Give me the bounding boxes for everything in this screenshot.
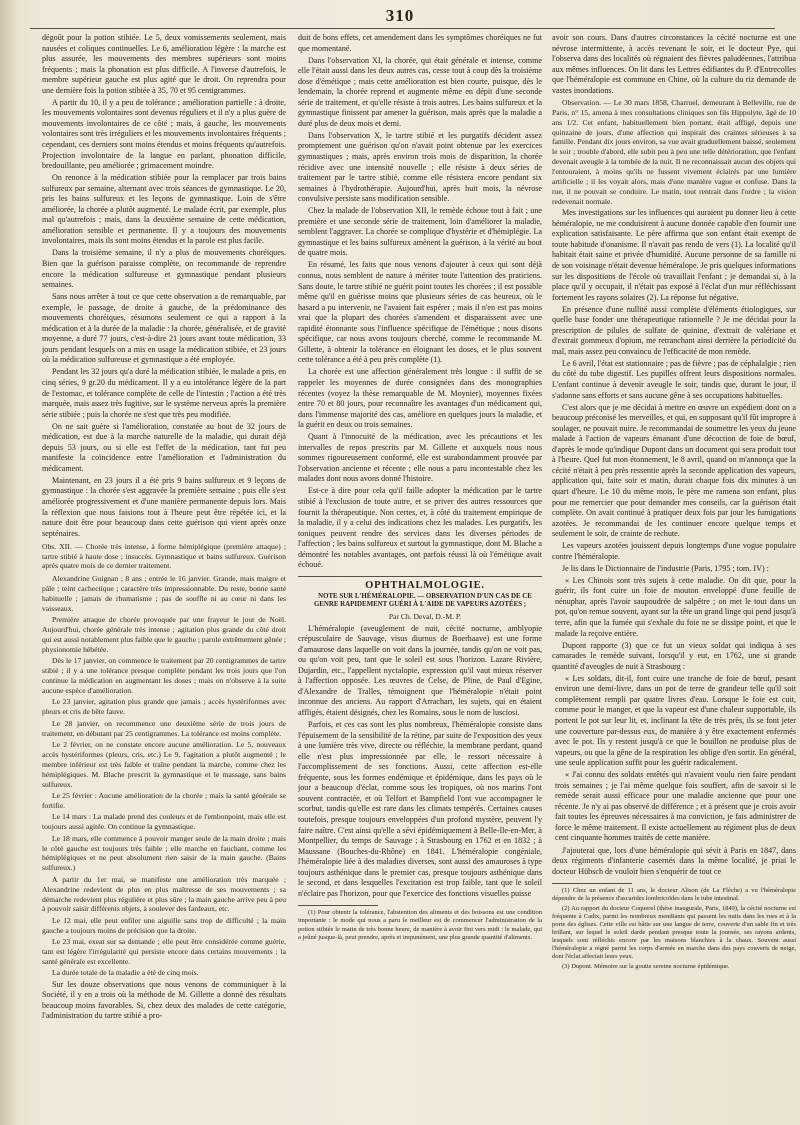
footnote-rule: [298, 905, 378, 906]
paragraph: J'ajouterai que, lors d'une héméralopie qui sévit à Paris en 1847, dans deux régiments d'infanterie casernés dans la même localité, je priai le docteur Hübsch de vouloir bien s'enquérir de tout ce: [552, 845, 796, 876]
byline: Par Ch. Deval, D.-M. P.: [388, 611, 462, 621]
paragraph: Le 12 mai, elle peut enfiler une aiguille sans trop de difficulté ; la main gauche a toujours moins de précision que la droite.: [42, 915, 286, 935]
paragraph: Est-ce à dire pour cela qu'il faille adopter la médication par le tartre stibié à l'exclusion de toute autre, et se priver des autres ressources que fournit la thérapeutique. Non certes, et, à côté du traitement empirique de la maladie, il y a celui des indications chez les malades. Les purgatifs, les toniques peuvent rendre des services dans les diverses périodes de l'affection ; les bains sulfureux et surtout la gymnastique, dont M. Blache a démontré les notables avantages, ont parfois réussi là où l'émétique avait échoué.: [298, 486, 542, 570]
paragraph: L'héméralopie (aveuglement de nuit, cécité nocturne, amblyopie crépusculaire de Sauvage, visus diurnus de Boerhaave) est une forme d'amaurose dans laquelle on voit dans la journée, tandis qu'on ne voit pas, ou qu'on voit peu, tant que le soleil est sous l'horizon. Lazare Rivière, Dujardin, etc., l'appellent nyctalopie, expression qu'il vaut mieux réserver à l'affection opposée. Les œuvres de Celse, de Pline, de Paul d'Egine, d'Alexandre de Tralles, témoignent que l'héméralopie n'était point inconnue des anciens. Au rapport d'Arrachart, les sujets, qui en étaient affligés, étaient désignés, chez les Romains, sous le nom de lusciosi.: [298, 623, 542, 717]
column-1: [42, 33, 286, 1123]
paragraph: La chorée est une affection généralement très longue : il suffit de se rappeler les moyennes de durée consignées dans des monographies récentes (voyez la thèse remarquable de M. Moynier), moyennes fixées entre 70 et 80 jours, pour reconnaître les avantages d'un médicament qui, dans l'immense majorité des cas, améliore en quelques jours la maladie, et la guérit en deux ou trois semaines.: [298, 367, 542, 430]
article-title: NOTE SUR L'HÉMÉRALOPIE. — OBSERVATION D'UN CAS DE CE GENRE RAPIDEMENT GUÉRI À L'AIDE DE VAPEURS AZOTÉES ;: [313, 592, 532, 609]
binding-shadow: [0, 0, 18, 1125]
paragraph: En présence d'une nullité aussi complète d'éléments étiologiques, sur quelle base fonder une thérapeutique rationnelle ? Je me décidai pour la prescription de pilules de sulfate de quinine, d'extrait de valériane et d'extrait gommeux d'opium, me retranchant ainsi derrière la périodicité du mal, mais assez peu convaincu de l'efficacité de mon remède.: [552, 304, 796, 356]
section-title: OPHTHALMOLOGIE.: [365, 579, 485, 591]
paragraph: Dans l'observation XI, la chorée, qui était générale et intense, comme elle l'était aussi dans les deux autres cas, cesse tout à coup dès la troisième dose d'émétique ; mais cette amélioration est bien courte, puisque, dès le lendemain, la chorée reprend et augmente même en dépit d'une seconde série de traitement, et qu'elle résiste à trois autres. Les bains sulfureux et la gymnastique finissent par amener la guérison, mais après que la maladie a duré plus de deux mois et demi.: [298, 55, 542, 128]
paragraph: La durée totale de la maladie a été de cinq mois.: [52, 968, 199, 978]
column-3: [552, 33, 796, 1123]
paragraph: C'est alors que je me décidai à mettre en œuvre un expédient dont on a beaucoup préconisé les merveilles, et qui, en supposant qu'il fût impropre à soulager, ne pouvait nuire. Je recommandai de soumettre les yeux du jeune malade à l'action de vapeurs émanant d'une décoction de foie de bœuf, d'après le mode qu'indique Dupont dans un document qui sera produit tout à l'heure. Quel fut mon étonnement, le 8 avril, quand on m'annonça que la cécité n'était à peu près ressentie après la seconde application des vapeurs, application qui, faite soir et matin, durait chaque fois dix minutes à un quart d'heure. Le 10 du même mois, le père me ramena son enfant, plus pour me remercier que pour demander mes conseils, car la guérison était complète. On avait continué à pratiquer deux fois par jour les fumigations azotées. Je recommandai de les continuer encore quelque temps et seulement le soir, de crainte de rechute.: [552, 402, 796, 539]
paragraph: Dès le 17 janvier, on commence le traitement par 20 centigrammes de tartre stibié ; il y a une tolérance presque complète pendant les trois jours que l'on continue la médication en augmentant les doses ; mais on n'observe à la suite aucune espèce d'amélioration.: [42, 656, 286, 695]
paragraph: Alexandrine Guignan ; 8 ans ; entrée le 16 janvier. Grande, mais maigre et pâle ; teint cachectique ; caractère très impressionnable. Du reste, bonne santé habituelle ; jamais de rhumatisme ; pas de souffle ni au cœur ni dans les vaisseaux.: [42, 573, 286, 613]
paragraph: Le 23 mai, exeat sur sa demande ; elle peut être considérée comme guérie, tant est légère l'irrégularité qui persiste encore dans certains mouvements ; la santé générale est excellente.: [42, 937, 286, 967]
paragraph: A partir du 1er mai, se manifeste une amélioration très marquée ; Alexandrine redevient de plus en plus maîtresse de ses mouvements ; sa démarche redevient plus régulière et plus sûre ; la main gauche arrive peu à peu à pouvoir saisir différents objets, à soulever des fardeaux, etc.: [42, 874, 286, 914]
paragraph: Sur les douze observations que nous venons de communiquer à la Société, il y en a trois où la méthode de M. Gillette a donné des résultats beaucoup moins favorables. Si, chez deux des malades de cette catégorie, l'administration du tartre stibié a pro-: [42, 979, 286, 1021]
column-2: [298, 33, 542, 1123]
paragraph: Le 6 avril, l'état est stationnaire ; pas de fièvre ; pas de céphalalgie ; rien du côté du tube digestif. Les pupilles offrent leurs dispositions normales. L'enfant continue à devenir aveugle le soir, tandis que, durant le jour, il s'adonne sans efforts et sans aucune gêne à ses occupations habituelles.: [552, 358, 796, 400]
paragraph: A partir du 10, il y a peu de tolérance ; amélioration partielle : à droite, les mouvements volontaires sont devenus réguliers et il n'y a plus guère de mouvements involontaires de ce côté ; mais, à gauche, les mouvements volontaires sont très irréguliers et les mouvements involontaires fréquents ; cependant, ces derniers sont moins étendus et moins fréquents qu'autrefois. Projection involontaire de la langue en parlant, phonation difficile, bredouillante, peu améliorée ; grimacement moindre.: [42, 97, 286, 171]
quotation: « Les soldats, dit-il, font cuire une tranche de foie de bœuf, pesant environ une demi-livre, dans un pot de terre de grandeur telle qu'il soit complètement rempli par quatre livres d'eau. Lorsque le foie est cuit, comme pour le manger, et que la vapeur est d'une chaleur supportable, ils portent le pot sur leur lit, et, inclinant la tête de très près, ils se font jeter une couverture par-dessus eux, de manière à y être exactement enfermés avec le pot. Ils y restent jusqu'à ce que le bouillon ne produise plus de vapeurs, ou que la gêne de la respiration les oblige d'en sortir. En général, une seule application suffit pour les guérir radicalement.: [552, 674, 796, 769]
paragraph: Le 28 janvier, on recommence une deuxième série de trois jours de traitement, en débutant par 25 centigrammes. La tolérance est moins complète.: [42, 718, 286, 738]
quotation: « J'ai connu des soldats entêtés qui n'avaient voulu rien faire pendant trois semaines ; je l'ai même quelque fois souffert, afin de savoir si le remède serait aussi efficace pour une maladie ancienne que pour une récente. Je n'y ai pas observé de différence ; et à présent que je crois avoir fait toutes les épreuves nécessaires à ma conviction, je fais administrer de force le même traitement. Il existe actuellement au régiment plus de deux cent cinquante hommes traités de cette manière.: [552, 770, 796, 844]
paragraph: Parfois, et ces cas sont les plus nombreux, l'héméralopie consiste dans l'épuisement de la sensibilité de la rétine, par suite de l'exposition des yeux à une lumière très vive, directe ou réfléchie, la membrane perdant, quand elle n'est plus impressionnée par elle, le ressort nécessaire à l'accomplissement de ses fonctions. Aussi, cette affection est-elle fréquente, sous les formes endémique et épidémique, dans les pays où le jour a beaucoup d'éclat, comme sous les tropiques, où nos marins l'ont souvent contractée, et où Telfort et Bampfield l'ont vue accompagner le scorbut, tandis qu'elle est rare dans les climats tempérés. Certaines causes toutefois, presque toujours enveloppées d'un profond mystère, peuvent l'y faire naître. C'est ainsi qu'elle a sévi épidémiquement à Belle-Ile-en-Mer, à Montpellier, du temps de Sauvage ; à Strasbourg en 1762 et en 1832 ; à Maussane (Bouches-du-Rhône) en 1841. L'héméralopie congéniale, l'héméralopie liée à des maladies diverses, sont aussi des amauroses à type toujours asthénique dans le premier cas, presque toujours asthénique dans le second, et dans lesquelles l'excitation est trop faible, tant que le soleil n'éclaire pas l'horizon, pour que l'exercice des fonctions visuelles puisse: [298, 720, 542, 898]
paragraph: Maintenant, en 23 jours il a été pris 9 bains sulfureux et 9 leçons de gymnastique : la chorée s'est aggravée la première semaine ; puis elle s'est améliorée progressivement et d'une manière permanente depuis lors. Mais la réflexion que nous faisions tout à l'heure peut être répétée ici, et la nature doit être pour beaucoup dans cette guérison qui vient après onze septénaires.: [42, 475, 286, 538]
paragraph: avoir son cours. Dans d'autres circonstances la cécité nocturne est une névrose intermittente, à accès revenant le soir, et le docteur Pye, qui l'observa dans des localités où régnaient des fièvres paludéennes, l'attribua aux mêmes influences. On lit dans les Lettres édifiantes du P. d'Entrecolles que l'héméralopie est commune en Chine, où la culture du riz demande de vastes inondations.: [552, 33, 796, 95]
paragraph: Dans l'observation X, le tartre stibié et les purgatifs décident assez promptement une guérison qu'on n'avait point obtenue par les exercices gymnastiques ; mais, après environ trois mois de disparition, la chorée récidive avec une intensité nouvelle ; elle résiste à deux séries de traitement par le tartre stibié, comme elle résistera encore pendant six semaines à l'hydrothérapie. Aujourd'hui, après huit mois, la névrose convulsive persiste sans modification sensible.: [298, 130, 542, 204]
observation-heading: Obs. XII. — Chorée très intense, à forme hémiplégique (première attaque) ; tartre stibié à haute dose ; insuccès. Gymnastique et bains sulfureux. Guérison après quatre mois de ce dernier traitement.: [42, 542, 286, 571]
paragraph: Dans la troisième semaine, il n'y a plus de mouvements choréiques. Bien que la guérison paraisse complète, on recommande de reprendre encore la médication sulfureuse et gymnastique pendant plusieurs semaines.: [42, 248, 286, 290]
paragraph: Les vapeurs azotées jouissent depuis longtemps d'une vogue populaire contre l'héméralopie.: [552, 541, 796, 561]
footnote: (1) Chez un enfant de 11 ans, le docteur Alison (de La Flèche) a vu l'héméralopie dépendre de la présence d'ascarides lombricoïdes dans le tube intestinal.: [552, 887, 796, 903]
paragraph: On ne sait guère si l'amélioration, constatée au bout de 32 jours de médication, est due à la marche naturelle de la maladie, qui durait déjà depuis 53 jours, ou si elle est l'effet de la médication, tant fut peu manifeste la coïncidence entre l'amélioration et l'administration du médicament.: [42, 421, 286, 473]
paragraph: duit de bons effets, cet amendement dans les symptômes choréiques ne fut que momentané.: [298, 33, 542, 53]
footnote: (3) Dupont. Mémoire sur la goutte sereine nocturne épidémique.: [562, 963, 730, 970]
paragraph: Le 23 janvier, agitation plus grande que jamais ; accès hystériformes avec pleurs et cris de bête fauve.: [42, 697, 286, 717]
paragraph: On renonce à la médication stibiée pour la remplacer par trois bains sulfureux par semaine, alternant avec trois séances de gymnastique. Le 20, pris les bains sulfureux et les leçons de gymnastique. Loin de s'être améliorée, la chorée a plutôt augmenté. Le malade écrit, par exemple, plus mal qu'autrefois ; mais, dans la deuxième semaine de cette médication, amélioration sensible et permanente. Il y a toujours des mouvements involontaires, mais ils sont moins étendus et la parole est plus facile.: [42, 173, 286, 246]
header-rule: [30, 28, 775, 29]
footnote: (2) Au rapport du docteur Coquerel (thèse inaugurale, Paris, 1849), la cécité nocturne est fréquente à Cadix, parmi les nombreux mendiants qui passent les nuits dans les rues et à la porte des églises. Cette ville est bâtie sur une langue de terre, couverte d'un sable fin et très brillant, sur lequel le soleil darde pendant presque toute la journée, ses rayons ardents, lesquels sont réfléchis encore par les maisons blanchies à la chaux. Souvent aussi l'héméralopie a régné parmi les corps d'armée en marche dans des pays couverts de neige, dont l'éclat affectait leurs yeux.: [552, 904, 796, 961]
section-rule: [298, 576, 542, 577]
paragraph: Je lis dans le Dictionnaire de l'industrie (Paris, 1795 ; tom. IV) :: [562, 563, 769, 573]
paragraph: Pendant les 32 jours qu'a duré la médication stibiée, le malade a pris, en cinq séries, 9 gr.20 du médicament. Il y a eu intolérance légère de la part de l'estomac, et tolérance complète de celle de l'intestin ; l'action a été très marquée, mais assez très fugitive, sur le système nerveux après la première série stibiée ; puis la chorée ne s'est que très peu modifiée.: [42, 367, 286, 419]
page-number: 310: [385, 6, 415, 25]
paragraph: Le 14 mars : La malade prend des couleurs et de l'embonpoint, mais elle est toujours aussi agitée. On continue la gymnastique.: [42, 812, 286, 832]
observation-paragraph: Observation. — Le 30 mars 1858, Charruel, demeurant à Belleville, rue de Paris, n° 15, amena à mes consultations cliniques son fils Hippolyte, âgé de 10 ans 1/2. Cet enfant, habituellement bien portant, était affligé, depuis une quinzaine de jours, d'une affection qui inspirait des craintes sérieuses à sa famille. Pendant dix jours environ, sa vue avait graduellement baissé, seulement le soir ; trouble d'abord, elle subit peu à peu une telle détérioration, que l'enfant devenait aveugle à la tombée de la nuit. Il ne reconnaissait aucun des objets qui l'entouraient, à moins qu'ils ne fussent vivement éclairés par une lumière artificielle ; il les voyait alors, mais d'une manière vague et confuse. Dans la rue, il ne pouvait se conduire. Le matin, tout rentrait dans l'ordre ; la vision redevenait normale.: [552, 97, 796, 206]
paragraph: Mes investigations sur les influences qui auraient pu donner lieu à cette héméralopie, ne me conduisirent à aucune donnée capable d'en fournir une explication satisfaisante. Le père affirma que son enfant était exempt de toute habitude d'onanisme. Il n'avait pas rendu de vers (1). La localité qu'il habitait était saine et privée d'humidité. Aucune personne de sa famille ni de son voisinage n'était devenue héméralope. Je pris quelques informations sur les dispositions de l'école où travaillait l'enfant ; je demandai si, à la place qu'il y occupait, il n'était pas exposé à l'éclat d'un mur réfléchissant fortement les rayons solaires (2). La réponse fut négative.: [552, 208, 796, 302]
paragraph: Chez la malade de l'observation XII, le remède échoue tout à fait ; une première et une seconde série de traitement, loin d'améliorer la maladie, semblent l'aggraver. La chorée se complique d'hystérie et d'hémiplégie. La gymnastique et les bains sulfureux amènent la guérison, à la vérité au bout de quatre mois.: [298, 206, 542, 258]
footnote: (1) Pour obtenir la tolérance, l'abstention des aliments et des boissons est une condition importante : le mode qui nous a paru le meilleur est de commencer l'administration de la potion stibiée le matin de très bonne heure, de manière à avoir fini vers midi : le malade, qui a jeûné jusque-là, peut prendre, après et impunément, une plus grande quantité d'aliments.: [298, 909, 542, 941]
paragraph: Le 25 février : Aucune amélioration de la chorée ; mais la santé générale se fortifie.: [42, 791, 286, 810]
paragraph: Sans nous arrêter à tout ce que cette observation a de remarquable, par exemple, le passage, de droite à gauche, de la prédominance des mouvements choréiques, résumons seulement ce qui a rapport à la médication et à la durée de la maladie : la chorée, généralisée, et de gravité moyenne, a duré 77 jours, c'est-à-dire 21 jours avant toute médication, 33 jours pendant lesquels on a mis en usage la médication stibiée, et 23 jours où la médication sulfureuse et gymnastique a été employée.: [42, 292, 286, 365]
paragraph: Dupont rapporte (3) que ce fut un vieux soldat qui indiqua à ses camarades le remède suivant, lorsqu'il y eut, en 1762, une si grande quantité d'aveugles de nuit à Strasbourg :: [552, 640, 796, 671]
footnote-rule: [552, 883, 632, 884]
paragraph: Quant à l'innocuité de la médication, avec les précautions et les intervalles de repos prescrits par M. Gillette et auxquels nous nous sommes rigoureusement conformé, elle est surabondamment prouvée par l'observation ancienne et récente ; elle nous a paru incontestable chez les malades dont nous avons donné l'histoire.: [298, 432, 542, 484]
paragraph: Le 2 février, on ne constate encore aucune amélioration. Le 5, nouveaux accès hystériformes (pleurs, cris, etc.) Le 9, l'agitation a plutôt augmenté ; le membre inférieur est très faible et traîne pendant la marche, comme chez les hémiplégiques. M. Blache prescrit la gymnastique et le massage, sans bains sulfureux.: [42, 739, 286, 789]
paragraph: En résumé, les faits que nous venons d'ajouter à ceux qui sont déjà connus, nous semblent de nature à mériter toute l'attention des praticiens. Sans doute, le tartre stibié ne guérit point toutes les chorées ; il est possible même qu'il en guérisse moins que plusieurs séries de cas heureux, où le hasard a pu intervenir, ne l'avaient fait espérer ; mais il n'en est pas moins vrai que la plupart des chorées s'amendent et disparaissent avec une rapidité étonnante sous l'influence spécifique de l'émétique ; nous disons spécifique, car nous avons toujours cherché, comme le recommande M. Gillette, à obtenir la tolérance en éloignant les doses, et le plus souvent cette tolérance a été à peu près complète (1).: [298, 260, 542, 365]
paragraph: dégoût pour la potion stibiée. Le 5, deux vomissements seulement, mais nausées et coliques continuelles. Le 6, amélioration légère : la marche est plus assurée, les mouvements des membres supérieurs sont moins fréquents ; mais la phonation est plus difficile. A l'inverse d'autrefois, le membre supérieur gauche est plus agité que le droit. On reprendra pour une dernière fois la potion stibiée à 35, 70 et 95 centigrammes.: [42, 33, 286, 95]
paragraph: Le 18 mars, elle commence à pouvoir manger seule de la main droite ; mais le côté gauche est toujours très faible ; elle marche en fauchant, comme les hémiplégiques et ne peut absolument rien saisir de la main gauche. (Bains sulfureux.): [42, 833, 286, 873]
quotation: « Les Chinois sont très sujets à cette maladie. On dit que, pour la guérir, ils font cuire un foie de mouton enveloppé d'une feuille de nénuphar, après l'avoir saupoudrée de salpêtre ; on met le tout dans un pot, qu'on remue souvent, ayant sur la tête un grand linge qui pend jusqu'à terre, afin que la fumée qui s'exhale du foie ne se dissipe point, et que le malade la reçoive entière.: [552, 576, 796, 639]
paragraph: Première attaque de chorée provoquée par une frayeur le jour de Noël. Aujourd'hui, chorée générale très intense ; agitation plus grande du côté droit qui est aussi notablement plus faible que le gauche ; parole extrêmement gênée ; physionomie hébétée.: [42, 615, 286, 654]
